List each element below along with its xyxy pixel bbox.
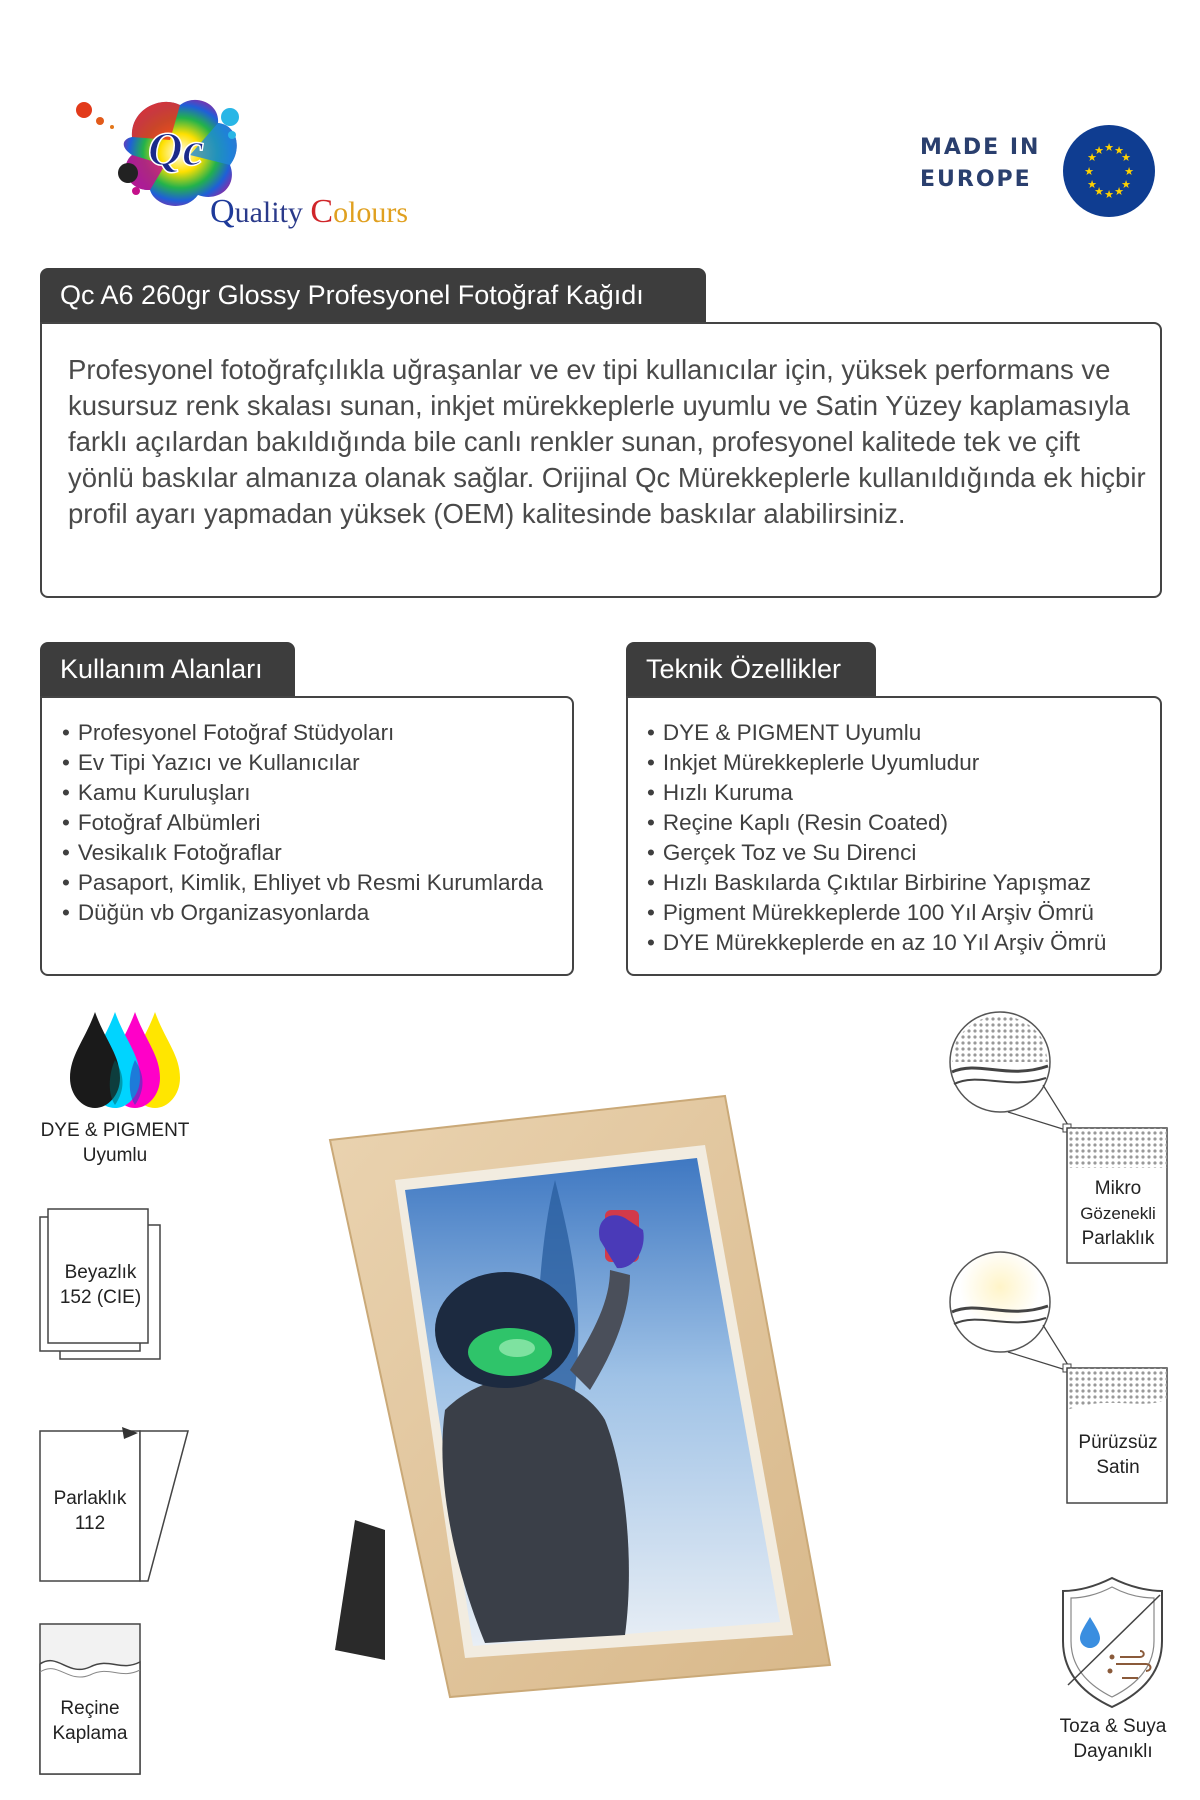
whiteness-line1: Beyazlık	[64, 1262, 137, 1283]
list-item: • Profesyonel Fotoğraf Stüdyoları	[62, 718, 543, 748]
satin-line1: Pürüzsüz	[1078, 1432, 1158, 1453]
resin-line1: Reçine	[60, 1698, 120, 1719]
list-item: • Vesikalık Fotoğraflar	[62, 838, 543, 868]
svg-text:★: ★	[1114, 185, 1124, 198]
list-item: • Hızlı Kuruma	[647, 778, 1106, 808]
svg-text:★: ★	[1124, 165, 1134, 178]
micro-porous-label	[1068, 1176, 1168, 1251]
framed-photo-image	[325, 1090, 835, 1700]
specs-title: Teknik Özellikler	[646, 654, 842, 684]
ink-drops-icon	[50, 1010, 185, 1110]
list-item: • Kamu Kuruluşları	[62, 778, 543, 808]
svg-text:★: ★	[1084, 165, 1094, 178]
list-item: • Reçine Kaplı (Resin Coated)	[647, 808, 1106, 838]
micro-line3: Parlaklık	[1081, 1228, 1155, 1249]
list-item: • DYE Mürekkeplerde en az 10 Yıl Arşiv Ömrü	[647, 928, 1106, 958]
usage-title: Kullanım Alanları	[60, 654, 263, 684]
made-in-line2: EUROPE	[920, 167, 1032, 192]
durability-line1: Toza & Suya	[1059, 1716, 1167, 1737]
usage-tab	[40, 642, 295, 696]
svg-text:★: ★	[1121, 151, 1131, 164]
brand-name-q: Q	[210, 193, 235, 230]
svg-text:★: ★	[1104, 141, 1114, 154]
made-in-line1: MADE IN	[920, 135, 1041, 160]
specs-tab	[626, 642, 876, 696]
specs-list	[647, 718, 1106, 958]
micro-line1: Mikro	[1094, 1178, 1142, 1199]
list-item: • Hızlı Baskılarda Çıktılar Birbirine Yapışmaz	[647, 868, 1106, 898]
logo-mark: Qc	[148, 123, 204, 176]
svg-text:★: ★	[1094, 144, 1104, 157]
list-item: • Düğün vb Organizasyonlarda	[62, 898, 543, 928]
brand-name-q-rest: uality	[234, 196, 303, 229]
list-item: • Inkjet Mürekkeplerle Uyumludur	[647, 748, 1106, 778]
brand-logo	[70, 95, 430, 235]
ink-compat-line1: DYE & PIGMENT	[40, 1120, 190, 1141]
gloss-line1: Parlaklık	[53, 1488, 127, 1509]
product-description: Profesyonel fotoğrafçılıkla uğraşanlar ve ev tipi kullanıcılar için, yüksek performans ve kusursuz renk skalası sunan, inkjet mürekkeplerle uyumlu ve Satin Yüzey kaplamasıyla farklı açılardan bakıldığında bile canlı renkler sunan, profesyonel kalitede tek ve çift yönlü baskılar almanıza olanak sağlar. Orijinal Qc Mürekkeplerle kullanıldığında ek hiçbir profil ayarı yapmadan yüksek (OEM) kalitesinde baskılar alabilirsiniz.	[68, 354, 1146, 529]
brand-name	[210, 193, 408, 231]
svg-text:★: ★	[1087, 151, 1097, 164]
micro-line2: Gözenekli	[1080, 1204, 1156, 1223]
ink-compat-line2: Uyumlu	[82, 1145, 148, 1166]
list-item: • Ev Tipi Yazıcı ve Kullanıcılar	[62, 748, 543, 778]
svg-text:★: ★	[1104, 188, 1114, 201]
durability-line2: Dayanıklı	[1073, 1741, 1153, 1762]
svg-text:★: ★	[1121, 178, 1131, 191]
eu-flag-icon	[1062, 124, 1156, 218]
usage-list	[62, 718, 543, 928]
whiteness-line2: 152 (CIE)	[59, 1287, 142, 1308]
list-item: • Fotoğraf Albümleri	[62, 808, 543, 838]
svg-text:★: ★	[1094, 185, 1104, 198]
gloss-line2: 112	[74, 1513, 106, 1534]
list-item: • Gerçek Toz ve Su Direnci	[647, 838, 1106, 868]
brand-name-c-rest: olours	[333, 196, 409, 229]
list-item: • Pasaport, Kimlik, Ehliyet vb Resmi Kurumlarda	[62, 868, 543, 898]
satin-label	[1068, 1430, 1168, 1480]
product-title-tab	[40, 268, 706, 322]
whiteness-label	[48, 1260, 153, 1310]
svg-text:★: ★	[1114, 144, 1124, 157]
resin-line2: Kaplama	[52, 1723, 128, 1744]
ink-compat-label	[25, 1118, 205, 1168]
made-in-europe-badge	[920, 132, 1134, 212]
resin-label	[40, 1696, 140, 1746]
gloss-label	[40, 1486, 140, 1536]
shield-icon	[1060, 1575, 1165, 1710]
svg-text:★: ★	[1087, 178, 1097, 191]
list-item: • DYE & PIGMENT Uyumlu	[647, 718, 1106, 748]
satin-line2: Satin	[1096, 1457, 1140, 1478]
durability-label	[1038, 1714, 1188, 1764]
brand-name-c: C	[310, 193, 334, 230]
list-item: • Pigment Mürekkeplerde 100 Yıl Arşiv Ömrü	[647, 898, 1106, 928]
product-title: Qc A6 260gr Glossy Profesyonel Fotoğraf Kağıdı	[60, 280, 644, 310]
